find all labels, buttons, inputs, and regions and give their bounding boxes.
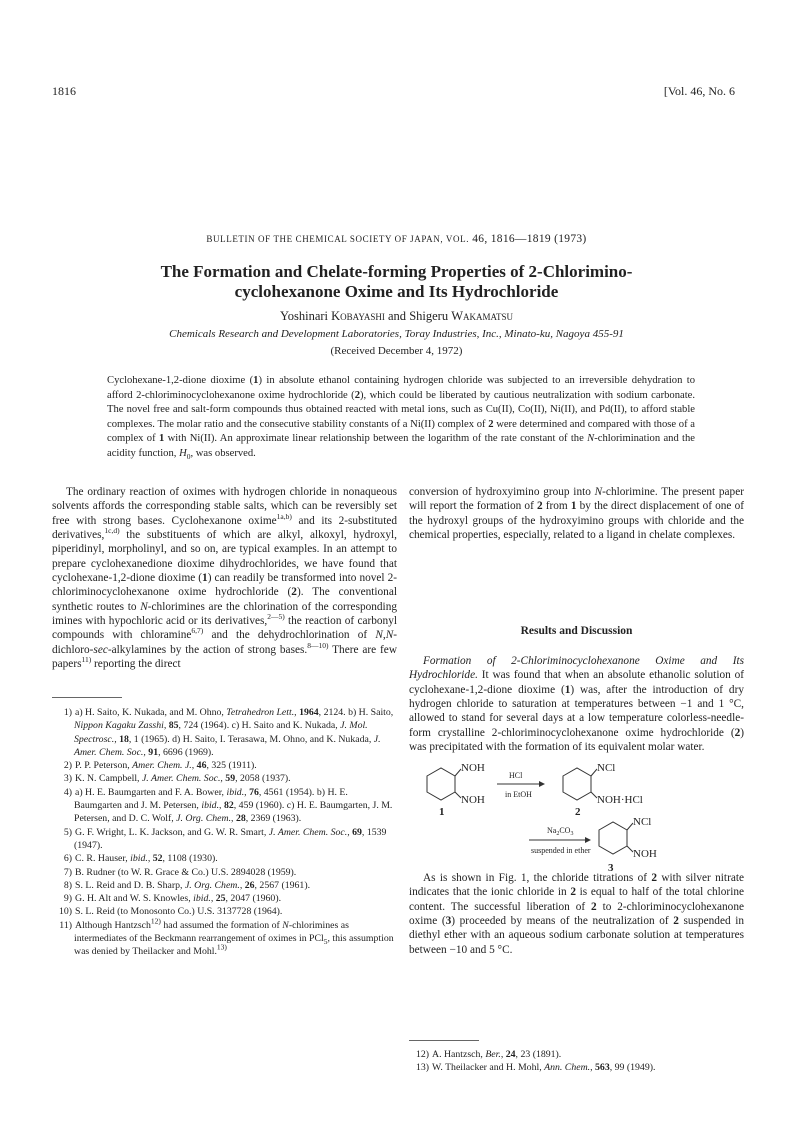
- affiliation: Chemicals Research and Development Laboratories, Toray Industries, Inc., Minato-ku, Nagoya 455-91: [169, 328, 624, 340]
- page-number: 1816: [52, 84, 76, 98]
- footnote-item: [52, 772, 397, 785]
- footnote-item: [52, 786, 397, 826]
- footnote-text: 85: [168, 720, 179, 732]
- footnote-text: , 23 (1891).: [515, 1049, 562, 1060]
- footnote-text: ibid.: [226, 786, 245, 798]
- footnote-text: ,: [191, 760, 197, 772]
- footnote-number: 6): [63, 853, 72, 865]
- footnote-text: 18: [119, 733, 129, 745]
- footnote-number: 8): [63, 879, 72, 891]
- footnote-text: 28: [235, 813, 246, 825]
- footnote-text: , 4561 (1954). b) H. E. Baumgarten and J. M. Petersen,: [74, 786, 348, 812]
- footnote-rule-right: [409, 1040, 479, 1041]
- footnote-text: G. F. Wright, L. K. Jackson, and G. W. R. Smart,: [75, 826, 269, 838]
- footnote-item: [52, 706, 397, 759]
- footnote-number: 2): [63, 760, 72, 772]
- footnote-text: Nippon Kagaku Zasshi: [74, 720, 164, 732]
- footnote-number: 3): [63, 773, 72, 785]
- footnote-text: -chlorimines as intermediates of the Beckmann rearrangement of oximes in PCl: [74, 919, 349, 945]
- footnote-item: [52, 905, 397, 918]
- journal-name: BULLETIN OF THE CHEMICAL SOCIETY OF JAPAN, VOL.: [206, 234, 470, 244]
- footnote-item: [52, 879, 397, 892]
- footnote-text: ,: [219, 800, 224, 812]
- footnote-text: P. P. Peterson,: [75, 760, 133, 772]
- article-title: [60, 262, 733, 302]
- footnote-number: 11): [59, 919, 72, 931]
- footnote-number: 9): [63, 893, 72, 905]
- footnote-text: ,: [590, 1062, 596, 1074]
- footnote-text: S. L. Reid (to Monosonto Co.) U.S. 3137728 (1964).: [75, 906, 283, 918]
- footnote-text: 82: [223, 800, 234, 812]
- footnote-item: [409, 1061, 744, 1074]
- journal-volume: 46,: [472, 233, 488, 245]
- footnote-text: J. Amer. Chem. Soc.: [268, 826, 348, 838]
- arrow-1-head: [539, 781, 545, 787]
- footnote-item: [409, 1048, 744, 1061]
- c2-bottom: NOH·HCl: [597, 794, 643, 806]
- journal-pages: 1816—1819 (1973): [490, 233, 587, 245]
- title-line-2: cyclohexanone Oxime and Its Hydrochloride: [234, 282, 559, 301]
- arrow1-top: HCl: [509, 771, 523, 780]
- footnote-text: Ann. Chem.: [544, 1062, 591, 1074]
- author1-given: Yoshinari: [279, 309, 329, 323]
- c3-top: NCl: [633, 816, 652, 828]
- author2-given: Shigeru: [409, 309, 449, 323]
- footnote-text: ,: [163, 720, 169, 732]
- c3-bottom: NOH: [633, 848, 657, 860]
- footnote-text: , 2047 (1960).: [225, 893, 282, 905]
- footnote-number: 7): [63, 866, 72, 878]
- c3-label: 3: [608, 862, 614, 874]
- footnote-text: K. N. Campbell,: [75, 773, 142, 785]
- footnote-number: 10): [58, 906, 72, 918]
- footnote-rule-left: [52, 697, 122, 698]
- footnote-number: 4): [63, 786, 72, 798]
- section-heading-results: Results and Discussion: [520, 625, 633, 637]
- footnote-item: [52, 866, 397, 879]
- authors: [0, 309, 793, 324]
- arrow1-bottom: in EtOH: [505, 790, 532, 799]
- author1-family: Kobayashi: [331, 309, 385, 323]
- footnote-item: [52, 916, 397, 959]
- footnote-text: ,: [220, 773, 226, 785]
- footnote-text: ,: [244, 786, 250, 798]
- footnote-text: ,: [143, 746, 149, 758]
- footnote-item: [52, 852, 397, 865]
- footnote-text: 1964: [299, 707, 319, 718]
- footnote-text: 12): [150, 916, 161, 926]
- footnote-text: B. Rudner (to W. R. Grace & Co.) U.S. 2894028 (1959).: [75, 866, 297, 878]
- footnote-text: ,: [210, 893, 216, 905]
- footnote-text: ,: [114, 733, 120, 745]
- footnote-text: , 2369 (1963).: [245, 813, 302, 825]
- footnote-text: W. Theilacker and H. Mohl,: [432, 1062, 545, 1074]
- footnote-text: 24: [505, 1049, 516, 1060]
- footnote-text: , 459 (1960). c) H. E. Baumgarten, J. M. Petersen, and D. C. Wolf,: [74, 800, 393, 825]
- footnote-text: ,: [500, 1049, 506, 1060]
- c1-bottom: NOH: [461, 794, 485, 806]
- footnote-text: J. Org. Chem.: [176, 813, 232, 825]
- author2-family: Wakamatsu: [451, 309, 514, 323]
- footnote-text: , 1108 (1930).: [162, 853, 218, 865]
- footnote-text: 69: [352, 826, 362, 838]
- footnote-text: S. L. Reid and D. B. Sharp,: [75, 879, 185, 891]
- footnote-item: [52, 759, 397, 772]
- footnote-text: ,: [231, 813, 236, 825]
- arrow-2-head: [585, 837, 591, 843]
- journal-line: [0, 233, 793, 245]
- footnote-text: Ber.: [485, 1049, 501, 1060]
- footnotes-left: [52, 706, 397, 959]
- footnote-text: ibid.: [193, 893, 211, 905]
- volume-info: [Vol. 46, No. 6: [663, 84, 735, 98]
- c1-top: NOH: [461, 762, 485, 774]
- left-column-text: [52, 485, 397, 671]
- footnote-text: 26: [244, 879, 255, 891]
- footnote-text: , 2058 (1937).: [235, 773, 291, 785]
- footnote-text: , 6696 (1969).: [158, 746, 214, 758]
- right-column-text: [409, 485, 744, 542]
- footnote-number: 13): [415, 1062, 429, 1074]
- title-line-1: The Formation and Chelate-forming Properties of 2-Chlorimino-: [160, 262, 633, 281]
- abstract: Cyclohexane-1,2-dione dioxime (1) in absolute ethanol containing hydrogen chloride was subjected to an irreversible dehydration to afford 2-chloriminocyclohexanone oxime hydrochloride (2), which could be liberated by cautious neutralization with sodium carbonate. The novel free and salt-form compounds thus obtained reacted with metal ions, such as Cu(II), Co(II), Ni(II), and Pd(II), to afford stable complexes. The molar ratio and the consecutive stability constants of a Ni(II) complex of 2 were determined and compared with those of a complex of 1 with Ni(II). An approximate linear relationship between the logarithm of the rate constant of the N-chlorimination and the acidity function, $H_0$, was observed.: [107, 375, 695, 461]
- arrow2-bottom: suspended in ether: [531, 846, 591, 855]
- footnote-text: , 2124. b) H. Saito,: [318, 707, 394, 718]
- footnote-item: [52, 892, 397, 905]
- ring-2: [563, 768, 591, 800]
- intro-continuation: conversion of hydroxyimino group into N-chlorimine. The present paper will report the formation of 2 from 1 by the direct displacement of one of the hydroxyl groups of the hydroxyimino groups with chloride and the chemical properties, especially, related to a ligand in chelate complexes.: [409, 486, 744, 542]
- footnote-text: , 1539 (1947).: [74, 826, 387, 851]
- footnote-text: ,: [347, 826, 353, 838]
- ring-3: [599, 822, 627, 854]
- footnote-text: Amer. Chem. J.: [132, 760, 192, 772]
- footnote-number: 1): [63, 707, 72, 718]
- footnote-text: , 1 (1965). d) H. Saito, I. Terasawa, M. Ohno, and K. Nukada,: [128, 733, 374, 745]
- footnote-text: , 99 (1949).: [609, 1062, 656, 1074]
- ring-1: [427, 768, 455, 800]
- c2-top: NCl: [597, 762, 616, 774]
- reaction-scheme: [409, 756, 744, 864]
- footnote-item: [52, 826, 397, 853]
- footnote-text: , this assumption was denied by Theilacker and Mohl.: [74, 933, 394, 958]
- footnote-text: 46: [196, 760, 207, 772]
- footnote-text: 25: [215, 893, 226, 905]
- footnote-text: , 325 (1911).: [206, 760, 257, 772]
- footnote-text: a) H. Saito, K. Nukada, and M. Ohno,: [75, 707, 227, 718]
- footnote-text: J. Amer. Chem. Soc.: [141, 773, 221, 785]
- footnote-number: 5): [63, 826, 72, 838]
- footnote-text: Although Hantzsch: [75, 919, 151, 931]
- c2-label: 2: [575, 806, 581, 818]
- footnote-text: J. Org. Chem.: [184, 879, 240, 891]
- footnote-text: ibid.: [130, 853, 148, 865]
- footnote-text: G. H. Alt and W. S. Knowles,: [75, 893, 194, 905]
- intro-paragraph: The ordinary reaction of oximes with hydrogen chloride in nonaqueous solvents affords the corresponding stable salts, which can be reversibly set free with strong bases. Cyclohexanone oxime$^{1a,b)}$ and its 2-substituted derivatives,$^{1c,d)}$ the substituents of which are alkyl, alkoxyl, hydroxyl, piperidinyl, morpholinyl, and so on, are typical examples. In an attempt to prepare cyclohexanedione dioxime dihydrochlorides, we have found that cyclohexane-1,2-dione dioxime (1) can readily be transformed into novel 2-chloriminocyclohexanone oxime hydrochloride (2). The conventional synthetic routes to N-chlorimines are the chlorination of the corresponding imines with hypochloric acid or its derivatives,$^{2—5)}$ the reaction of carbonyl compounds with chloramine$^{6,7)}$ and the dehydrochlorination of N,N-dichloro-sec-alkylamines by the action of strong bases.$^{8—10)}$ There are few papers$^{11)}$ reporting the direct: [52, 486, 398, 671]
- footnote-text: 91: [148, 746, 159, 758]
- footnotes-right: [409, 1048, 744, 1075]
- footnote-text: 5: [323, 937, 328, 946]
- authors-and: and: [388, 309, 407, 323]
- footnote-number: 12): [415, 1049, 429, 1060]
- footnote-text: C. R. Hauser,: [75, 853, 131, 865]
- footnote-text: ,: [294, 707, 300, 718]
- footnote-text: ibid.: [201, 800, 220, 812]
- footnote-text: 52: [152, 853, 163, 865]
- footnote-text: 76: [249, 786, 259, 798]
- footnote-text: , 724 (1964). c) H. Saito and K. Nukada,: [178, 720, 341, 732]
- c1-label: 1: [439, 806, 445, 818]
- footnote-text: , 2567 (1961).: [254, 879, 311, 891]
- footnote-text: 13): [216, 943, 227, 953]
- footnote-text: a) H. E. Baumgarten and F. A. Bower,: [75, 786, 227, 798]
- received-date: (Received December 4, 1972): [330, 345, 463, 357]
- footnote-text: ,: [147, 853, 153, 865]
- footnote-text: Tetrahedron Lett.: [226, 707, 295, 718]
- footnote-text: A. Hantzsch,: [432, 1049, 486, 1060]
- titration-paragraph: As is shown in Fig. 1, the chloride titrations of 2 with silver nitrate indicates that the ionic chloride in 2 is equal to half of the total chlorine content. The successful liberation of 2 to 2-chloriminocyclohexanone oxime (3) proceeded by means of the neutralization of 2 suspended in diethyl ether with an aqueous sodium carbonate solution at temperatures between −10 and 5 °C.: [409, 872, 745, 956]
- arrow2-top: $Na_2CO_3$: [547, 826, 574, 837]
- footnote-text: 59: [225, 773, 236, 785]
- formation-paragraph: Formation of 2-Chloriminocyclohexanone Oxime and Its Hydrochloride. It was found that when an absolute ethanolic solution of cyclohexane-1,2-dione dioxime (1) was, after the introduction of dry hydrogen chloride to saturation at temperatures between −1 and 1 °C, allowed to stand for several days at a low temperature colorless-needle-form crystalline 2-chloriminocyclohexanone oxime hydrochloride (2) was precipitated with the formation of its equivalent molar water.: [409, 655, 744, 754]
- footnote-text: J. Mol. Spectrosc.: [74, 720, 368, 745]
- footnote-text: J. Amer. Chem. Soc.: [74, 733, 381, 758]
- footnote-text: N: [282, 919, 289, 931]
- footnote-text: ,: [239, 879, 245, 891]
- footnote-text: 563: [595, 1062, 610, 1074]
- footnote-text: had assumed the formation of: [160, 919, 283, 931]
